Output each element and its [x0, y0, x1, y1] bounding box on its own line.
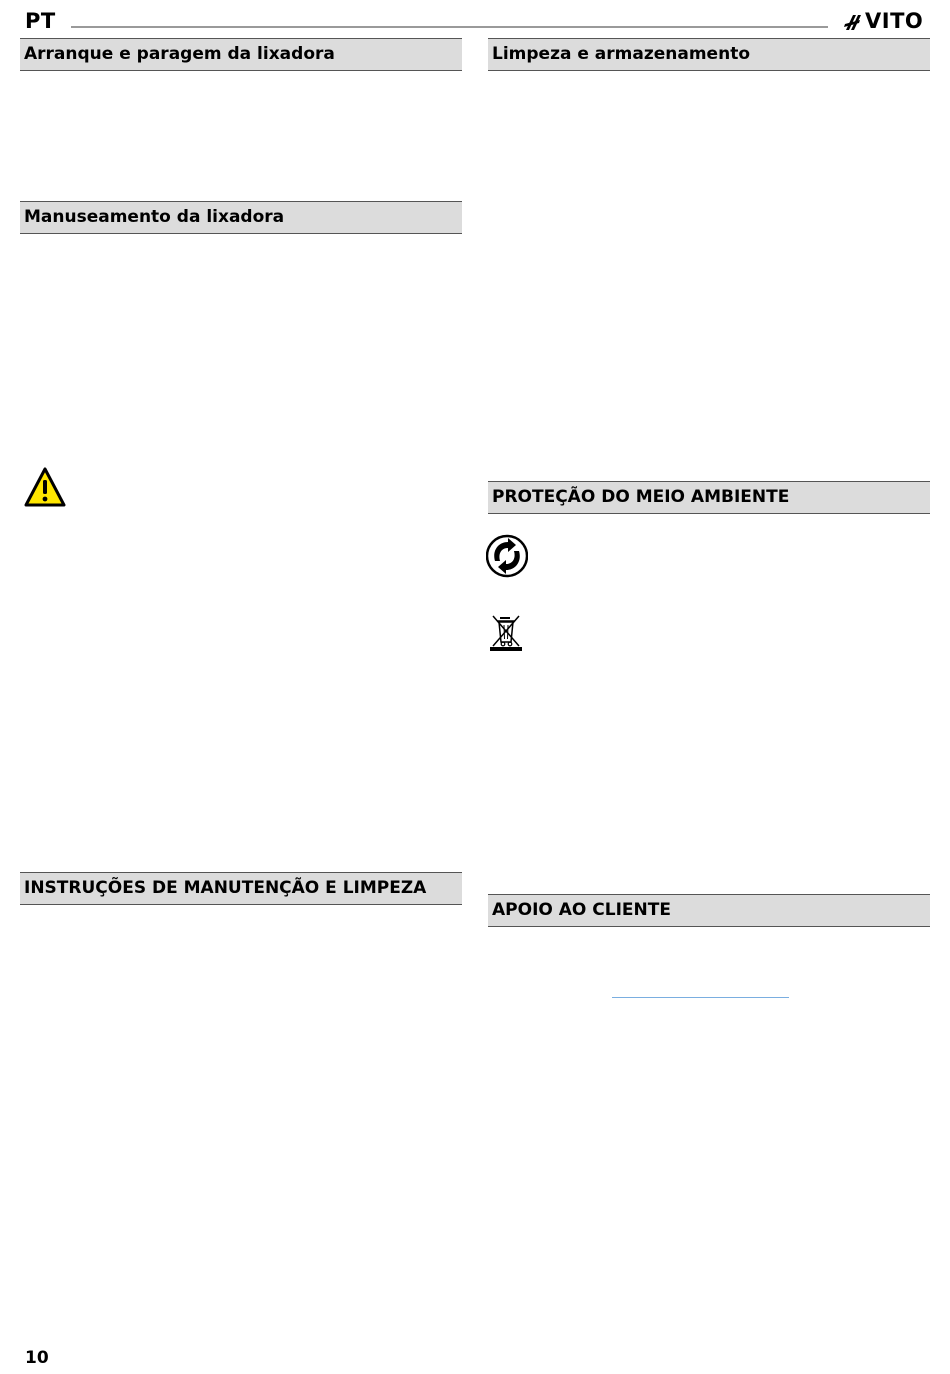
- page-number: 10: [25, 1348, 49, 1368]
- language-code: PT: [25, 9, 56, 33]
- green-dot-recycling-icon: [486, 534, 528, 578]
- section-heading-environment: PROTEÇÃO DO MEIO AMBIENTE: [488, 481, 930, 514]
- warning-triangle-icon: [24, 466, 66, 508]
- header-rule: [71, 26, 828, 28]
- crossed-out-wheelie-bin-icon: [488, 612, 524, 652]
- section-heading-handling: Manuseamento da lixadora: [20, 201, 462, 234]
- section-heading-customer-support: APOIO AO CLIENTE: [488, 894, 930, 927]
- brand-mark-icon: [844, 10, 864, 32]
- brand-logo: [844, 9, 923, 33]
- section-heading-maintenance: INSTRUÇÕES DE MANUTENÇÃO E LIMPEZA: [20, 872, 462, 905]
- section-heading-cleaning-storage: Limpeza e armazenamento: [488, 38, 930, 71]
- support-link-underline: [612, 997, 789, 998]
- brand-name: VITO: [865, 9, 924, 33]
- section-heading-start-stop: Arranque e paragem da lixadora: [20, 38, 462, 71]
